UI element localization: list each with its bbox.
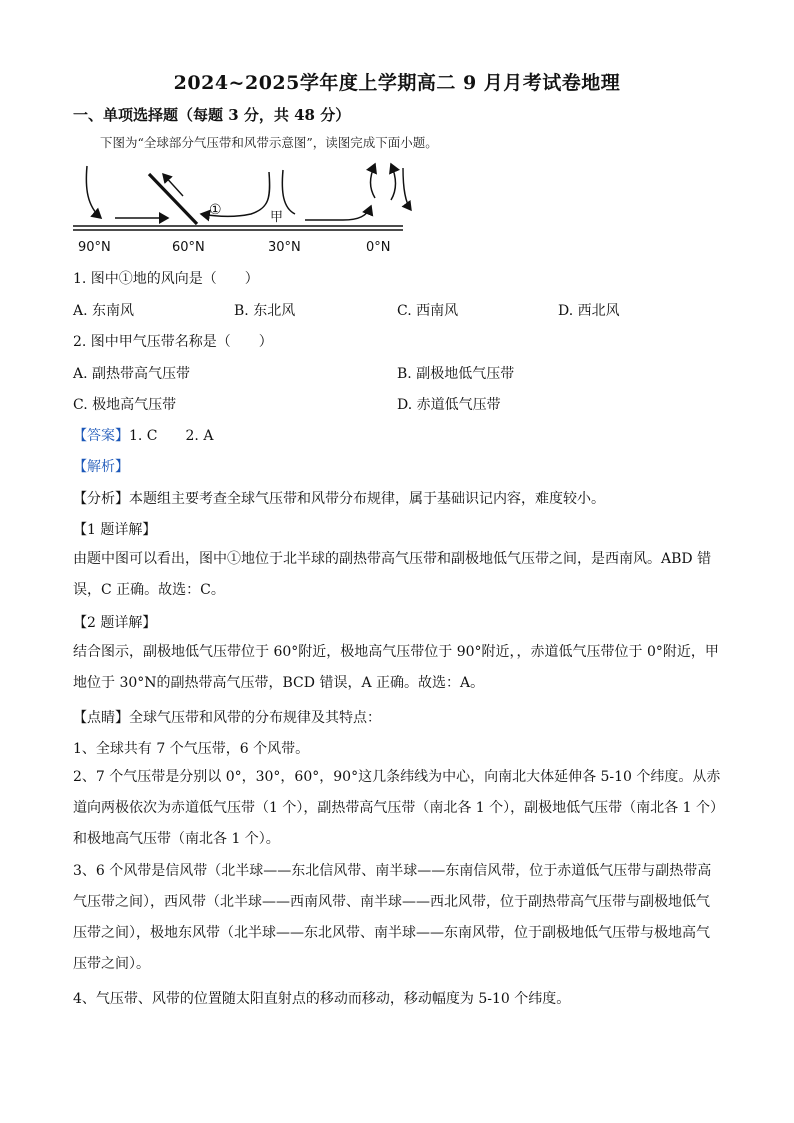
detail-2-heading: 【2 题详解】 bbox=[73, 615, 157, 631]
q1-option-a[interactable]: A. 东南风 bbox=[73, 303, 135, 319]
lat-label: 60°N bbox=[172, 240, 205, 255]
question-1-stem: 1. 图中①地的风向是（ ） bbox=[73, 271, 259, 287]
lat-label: 30°N bbox=[268, 240, 301, 255]
dianjing-line bbox=[73, 707, 381, 727]
analysis-tag: 【解析】 bbox=[73, 459, 129, 475]
trade-wind-arrow bbox=[305, 206, 371, 220]
dianjing-text: 全球气压带和风带的分布规律及其特点： bbox=[129, 710, 381, 726]
q1-option-b[interactable]: B. 东北风 bbox=[234, 303, 296, 319]
point-2: 2、7 个气压带是分别以 0°，30°，60°，90°这几条纬线为中心，向南北大体延伸各 5-10 个纬度。从赤道向两极依次为赤道低气压带（1 个），副热带高气压带（南北各 1 个），副极地低气压带（南北各 1 个）和极地高气压带（南北各 1 个）。 bbox=[73, 769, 721, 847]
answer-text: 1. C 2. A bbox=[129, 428, 214, 444]
question-intro: 下图为“全球部分气压带和风带示意图”，读图完成下面小题。 bbox=[100, 135, 438, 150]
point-3: 3、6 个风带是信风带（北半球——东北信风带、南半球——东南信风带，位于赤道低气压带与副热带高气压带之间），西风带（北半球——西南风带、南半球——西北风带，位于副热带高气压带与副极地低气压带之间），极地东风带（北半球——东北风带、南半球——东南风带，位于副极地低气压带与极地高气压带之间）。 bbox=[73, 863, 712, 972]
lat-label: 90°N bbox=[78, 240, 111, 255]
pressure-wind-diagram bbox=[73, 158, 418, 238]
polar-descending-arrow bbox=[86, 166, 101, 218]
dianjing-tag: 【点睛】 bbox=[73, 710, 129, 726]
page-title: 2024~2025学年度上学期高二 9 月月考试卷地理 bbox=[173, 72, 621, 94]
fenxi-tag: 【分析】 bbox=[73, 491, 129, 507]
southern-return-arrow bbox=[403, 168, 411, 210]
q2-option-c[interactable]: C. 极地高气压带 bbox=[73, 397, 177, 413]
section-heading: 一、单项选择题（每题 3 分，共 48 分） bbox=[73, 106, 351, 124]
marker-jia: 甲 bbox=[270, 210, 284, 225]
question-2-stem: 2. 图中甲气压带名称是（ ） bbox=[73, 334, 273, 350]
lat-label: 0°N bbox=[366, 240, 391, 255]
q2-option-d[interactable]: D. 赤道低气压带 bbox=[397, 397, 501, 413]
q2-option-b[interactable]: B. 副极地低气压带 bbox=[397, 366, 515, 382]
answer-tag: 【答案】 bbox=[73, 428, 129, 444]
fenxi-text: 本题组主要考查全球气压带和风带分布规律，属于基础识记内容，难度较小。 bbox=[129, 491, 605, 507]
answer-line bbox=[73, 425, 213, 445]
detail-2-text: 结合图示，副极地低气压带位于 60°附近，极地高气压带位于 90°附近，，赤道低气压带位于 0°附近，甲地位于 30°N的副热带高气压带，BCD 错误，A 正确。故选：A。 bbox=[73, 644, 719, 691]
subtropical-descending-arrow bbox=[282, 170, 295, 214]
detail-1-heading: 【1 题详解】 bbox=[73, 522, 157, 538]
fenxi-line bbox=[73, 488, 605, 508]
marker-1: ① bbox=[209, 202, 222, 218]
point-1: 1、全球共有 7 个气压带，6 个风带。 bbox=[73, 741, 310, 757]
q1-option-c[interactable]: C. 西南风 bbox=[397, 303, 459, 319]
point-4: 4、气压带、风带的位置随太阳直射点的移动而移动，移动幅度为 5-10 个纬度。 bbox=[73, 991, 571, 1007]
q1-option-d[interactable]: D. 西北风 bbox=[558, 303, 620, 319]
detail-1-text: 由题中图可以看出，图中①地位于北半球的副热带高气压带和副极地低气压带之间，是西南风。ABD 错误，C 正确。故选：C。 bbox=[73, 551, 712, 598]
polar-front-line bbox=[149, 174, 197, 224]
equatorial-rising-arrow bbox=[371, 164, 376, 198]
q2-option-a[interactable]: A. 副热带高气压带 bbox=[73, 366, 191, 382]
equatorial-rising-arrow-2 bbox=[391, 164, 396, 200]
